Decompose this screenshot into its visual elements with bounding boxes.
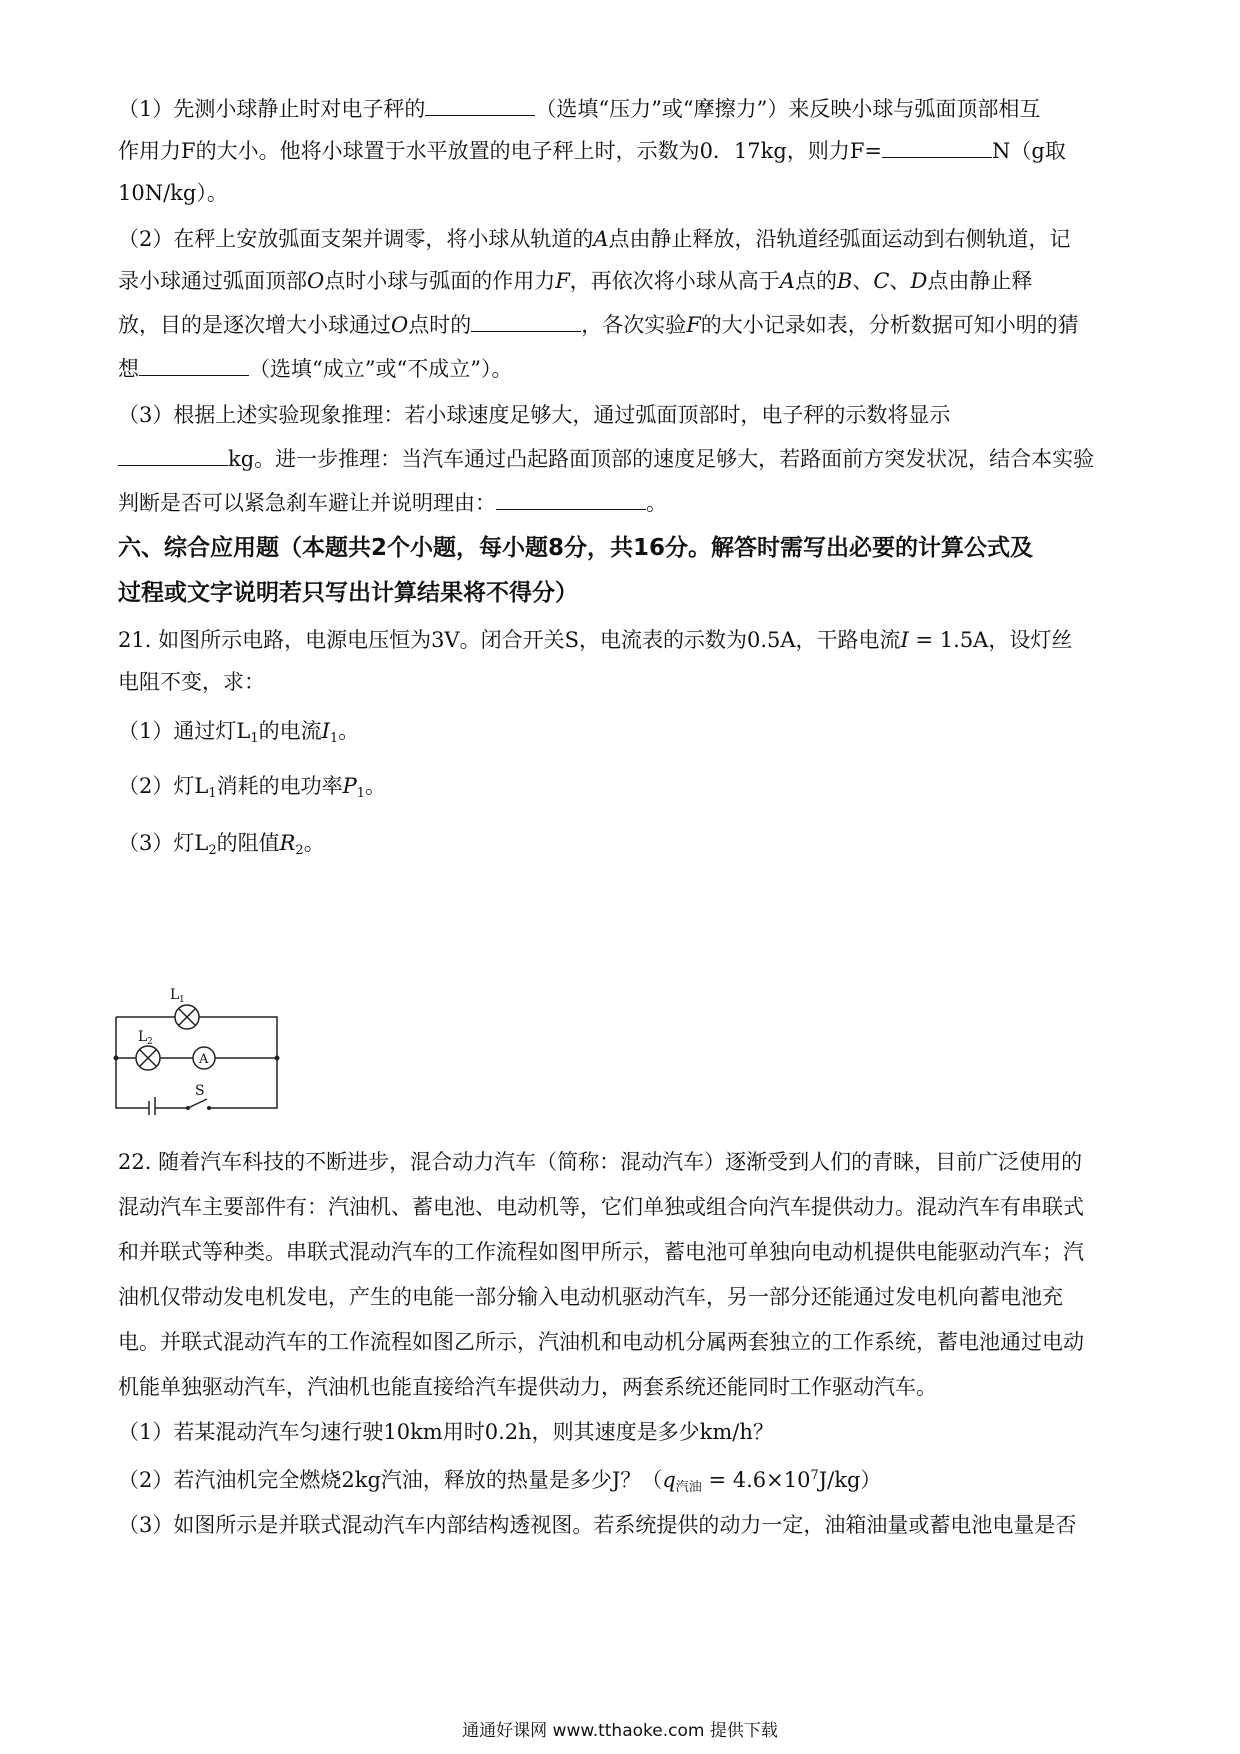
superscript: 7 xyxy=(810,1468,819,1483)
lamp-l2-label: L xyxy=(138,1029,148,1045)
subscript: 2 xyxy=(208,843,217,858)
lamp-l1-symbol xyxy=(175,1005,199,1029)
q21-stem-line2 xyxy=(118,667,1130,697)
italic-letter: A xyxy=(779,269,795,293)
text: 电。并联式混动汽车的工作流程如图乙所示，汽油机和电动机分属两套独立的工作系统，蓄电池通过电动 xyxy=(118,1330,1084,1354)
q20-part2-line4 xyxy=(118,354,1130,384)
text: 点由静止释放，沿轨道经弧面运动到右侧轨道，记 xyxy=(608,227,1071,251)
junction-dot xyxy=(114,1056,119,1061)
q20-part2-line1 xyxy=(118,224,1130,254)
answer-blank xyxy=(425,95,535,116)
subscript: 1 xyxy=(208,786,217,801)
text: 点时小球与弧面的作用力 xyxy=(324,269,556,293)
q22-para-line1 xyxy=(118,1147,1130,1177)
switch-symbol xyxy=(188,1099,207,1108)
text: 点的 xyxy=(794,269,837,293)
text: 作用力F的大小。他将小球置于水平放置的电子秤上时，示数为0．17kg，则力F= xyxy=(118,139,882,163)
symbol: L xyxy=(194,831,209,855)
text: 判断是否可以紧急刹车避让并说明理由： xyxy=(118,491,496,515)
q22-sub1 xyxy=(118,1417,1130,1447)
answer-blank xyxy=(496,489,646,510)
text: 22. 随着汽车科技的不断进步，混合动力汽车（简称：混动汽车）逐渐受到人们的青睐，目前广泛使用的 xyxy=(118,1150,1083,1174)
q21-stem-line1 xyxy=(118,625,1130,655)
text: 录小球通过弧面顶部 xyxy=(118,269,307,293)
q22-sub3 xyxy=(118,1510,1130,1540)
answer-blank xyxy=(471,311,581,332)
section-heading xyxy=(118,533,1130,563)
text: （3）灯 xyxy=(118,831,195,855)
q20-part3-line3 xyxy=(118,488,1130,518)
answer-blank xyxy=(882,137,992,158)
text: （1）若某混动汽车匀速行驶10km用时0.2h，则其速度是多少km/h？ xyxy=(118,1420,774,1444)
lamp-l2-symbol xyxy=(136,1046,160,1070)
subscript: 1 xyxy=(356,786,366,801)
text: 21. 如图所示电路，电源电压恒为3V。闭合开关S，电流表的示数为0.5A，干路电流 xyxy=(118,628,901,652)
text: 的阻值 xyxy=(216,831,280,855)
text: （1）先测小球静止时对电子秤的 xyxy=(118,97,426,121)
italic-letter: I xyxy=(321,719,330,743)
unit: J/kg xyxy=(818,1468,861,1492)
text: （选填“压力”或“摩擦力”）来反映小球与弧面顶部相互 xyxy=(535,97,1041,121)
battery-symbol xyxy=(149,1097,155,1115)
text: 六、综合应用题（本题共2个小题，每小题8分，共16分。解答时需写出必要的计算公式及 xyxy=(118,535,1034,561)
q22-sub2 xyxy=(118,1461,1130,1503)
italic-letter: O xyxy=(391,313,409,337)
lamp-l2-subscript: 2 xyxy=(147,1037,153,1047)
text: 。 xyxy=(303,831,325,855)
italic-letter: I xyxy=(900,628,909,652)
subscript: 1 xyxy=(329,731,339,746)
italic-letter: q xyxy=(662,1468,676,1492)
lamp-l1-subscript: 1 xyxy=(179,995,185,1005)
text: 10N/kg）。 xyxy=(118,181,228,205)
italic-letter: O xyxy=(307,269,325,293)
subscript: 1 xyxy=(250,731,259,746)
text: 、 xyxy=(889,269,911,293)
q21-sub2 xyxy=(118,771,1130,809)
text: 、 xyxy=(852,269,874,293)
q22-para-line2 xyxy=(118,1192,1130,1222)
text: （1）通过灯 xyxy=(118,719,237,743)
text: ，再依次将小球从高于 xyxy=(569,269,780,293)
text: kg。进一步推理：当汽车通过凸起路面顶部的速度足够大，若路面前方突发状况，结合本实验 xyxy=(228,447,1095,471)
lamp-l1-label: L xyxy=(170,987,180,1003)
switch-label: S xyxy=(195,1083,205,1099)
formula: = 4.6×10 xyxy=(701,1468,811,1492)
q22-para-line3 xyxy=(118,1237,1130,1267)
italic-letter: A xyxy=(593,227,609,251)
text: （选填“成立”或“不成立”）。 xyxy=(249,357,513,381)
text: 点由静止释 xyxy=(927,269,1033,293)
italic-letter: B xyxy=(836,269,853,293)
answer-blank xyxy=(139,355,249,376)
text: 的电流 xyxy=(258,719,322,743)
text: 电阻不变，求： xyxy=(118,670,265,694)
italic-letter: F xyxy=(555,269,570,293)
text: 想 xyxy=(118,357,139,381)
text: 。 xyxy=(365,774,387,798)
text: ） xyxy=(860,1468,882,1492)
switch-contact xyxy=(207,1106,211,1110)
subscript: 2 xyxy=(295,843,304,858)
text: ，各次实验 xyxy=(581,313,687,337)
text: 油机仅带动发电机发电，产生的电能一部分输入电动机驱动汽车，另一部分还能通过发电机向蓄电池充 xyxy=(118,1285,1063,1309)
switch-contact xyxy=(186,1106,190,1110)
subscript: 汽油 xyxy=(675,1480,702,1495)
text: （3）如图所示是并联式混动汽车内部结构透视图。若系统提供的动力一定，油箱油量或蓄电池电量是否 xyxy=(118,1513,1077,1537)
junction-dot xyxy=(275,1056,280,1061)
text: （2）灯 xyxy=(118,774,195,798)
q20-part3-line1 xyxy=(118,400,1130,430)
page-footer: 通通好课网 www.tthaoke.com 提供下载 xyxy=(462,1721,778,1741)
q21-sub1 xyxy=(118,716,1130,754)
ammeter-label: A xyxy=(199,1052,209,1067)
text: ，设灯丝 xyxy=(988,628,1073,652)
text: （3）根据上述实验现象推理：若小球速度足够大，通过弧面顶部时，电子秤的示数将显示 xyxy=(118,403,951,427)
q22-para-line4 xyxy=(118,1282,1130,1312)
text: N（g取 xyxy=(992,139,1066,163)
circuit-diagram xyxy=(108,985,288,1115)
text: （2）在秤上安放弧面支架并调零，将小球从轨道的 xyxy=(118,227,594,251)
italic-letter: P xyxy=(342,774,357,798)
text: 。 xyxy=(646,491,667,515)
italic-letter: F xyxy=(686,313,701,337)
q20-part2-line3 xyxy=(118,310,1130,340)
symbol: L xyxy=(236,719,251,743)
q20-part1-line2 xyxy=(118,136,1130,166)
q22-para-line5 xyxy=(118,1327,1130,1357)
text: 放，目的是逐次增大小球通过 xyxy=(118,313,391,337)
text: 过程或文字说明若只写出计算结果将不得分） xyxy=(118,580,578,606)
text: 机能单独驱动汽车，汽油机也能直接给汽车提供动力，两套系统还能同时工作驱动汽车。 xyxy=(118,1375,937,1399)
answer-blank xyxy=(118,445,228,466)
italic-letter: R xyxy=(279,831,296,855)
text: 。 xyxy=(338,719,360,743)
italic-letter: C xyxy=(873,269,890,293)
q20-part1-line1 xyxy=(118,94,1130,124)
q20-part3-line2 xyxy=(118,444,1130,474)
q20-part1-line3 xyxy=(118,178,1130,208)
text: 混动汽车主要部件有：汽油机、蓄电池、电动机等，它们单独或组合向汽车提供动力。混动汽车有串联式 xyxy=(118,1195,1084,1219)
text: 和并联式等种类。串联式混动汽车的工作流程如图甲所示，蓄电池可单独向电动机提供电能驱动汽车；汽 xyxy=(118,1240,1084,1264)
q21-sub3 xyxy=(118,828,1130,866)
italic-letter: D xyxy=(910,269,928,293)
text: （2）若汽油机完全燃烧2kg汽油，释放的热量是多少J？（ xyxy=(118,1468,663,1492)
text: 消耗的电功率 xyxy=(216,774,343,798)
formula: = 1.5A xyxy=(908,628,989,652)
q22-para-line6 xyxy=(118,1372,1130,1402)
symbol: L xyxy=(194,774,209,798)
q20-part2-line2 xyxy=(118,266,1130,296)
text: 的大小记录如表，分析数据可知小明的猜 xyxy=(700,313,1079,337)
text: 点时的 xyxy=(408,313,472,337)
section-heading-line2 xyxy=(118,578,1130,608)
